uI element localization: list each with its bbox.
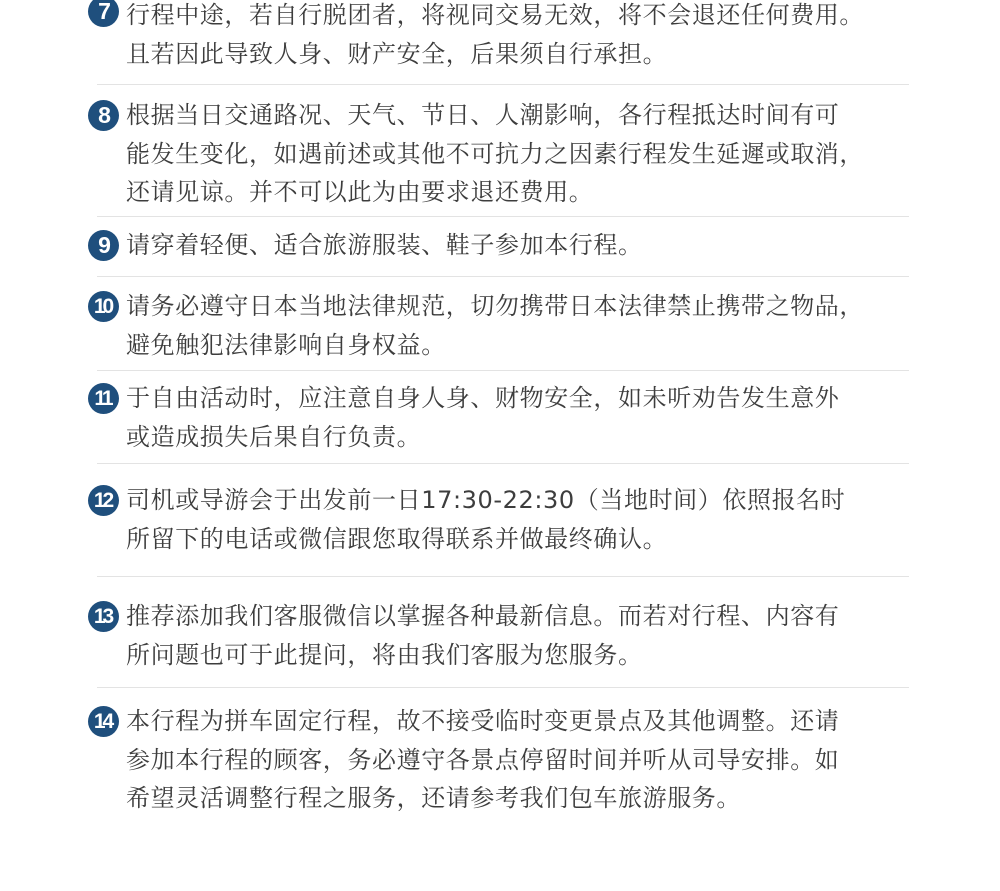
notice-text-14 [126, 702, 916, 818]
number-badge-9: 9 [88, 230, 119, 261]
notice-text-7 [126, 0, 916, 73]
divider [97, 463, 909, 464]
divider [97, 276, 909, 277]
notice-line: 所留下的电话或微信跟您取得联系并做最终确认。 [126, 524, 668, 553]
number-badge-7: 7 [88, 0, 119, 27]
number-badge-10: 10 [88, 291, 119, 322]
notice-line: 根据当日交通路况、天气、节日、人潮影响，各行程抵达时间有可 [126, 101, 840, 129]
notice-line: 行程中途，若自行脱团者，将视同交易无效，将不会退还任何费用。 [126, 1, 864, 29]
notice-line: 本行程为拼车固定行程，故不接受临时变更景点及其他调整。还请 [126, 707, 840, 735]
notice-text-12 [126, 481, 916, 558]
number-badge-14: 14 [88, 706, 119, 737]
number-badge-8: 8 [88, 100, 119, 131]
notice-line: 所问题也可于此提问，将由我们客服为您服务。 [126, 640, 643, 669]
notice-text-11 [126, 379, 916, 456]
number-badge-11: 11 [88, 383, 119, 414]
divider [97, 84, 909, 85]
number-badge-13: 13 [88, 601, 119, 632]
divider [97, 576, 909, 577]
notice-line: 推荐添加我们客服微信以掌握各种最新信息。而若对行程、内容有 [126, 602, 840, 630]
notice-line: 希望灵活调整行程之服务，还请参考我们包车旅游服务。 [126, 784, 741, 812]
notice-line: 参加本行程的顾客，务必遵守各景点停留时间并听从司导安排。如 [126, 745, 840, 774]
number-badge-12: 12 [88, 485, 119, 516]
notice-line: 能发生变化，如遇前述或其他不可抗力之因素行程发生延遲或取消， [126, 139, 864, 168]
notice-line: 还请见谅。并不可以此为由要求退还费用。 [126, 178, 594, 206]
notice-line: 于自由活动时，应注意自身人身、财物安全，如未听劝告发生意外 [126, 384, 840, 412]
notice-text-8 [126, 96, 916, 212]
notice-line: 避免触犯法律影响自身权益。 [126, 330, 446, 359]
notice-text-10 [126, 287, 916, 364]
notice-line: 请务必遵守日本当地法律规范，切勿携带日本法律禁止携带之物品， [126, 292, 864, 320]
notice-line: 请穿着轻便、适合旅游服装、鞋子参加本行程。 [126, 231, 643, 259]
divider [97, 687, 909, 688]
notice-line: 司机或导游会于出发前一日17:30-22:30（当地时间）依照报名时 [126, 486, 846, 514]
divider [97, 216, 909, 217]
divider [97, 370, 909, 371]
notice-line: 且若因此导致人身、财产安全，后果须自行承担。 [126, 39, 668, 68]
notice-line: 或造成损失后果自行负责。 [126, 422, 422, 451]
notice-text-9 [126, 226, 916, 265]
notice-text-13 [126, 597, 916, 674]
